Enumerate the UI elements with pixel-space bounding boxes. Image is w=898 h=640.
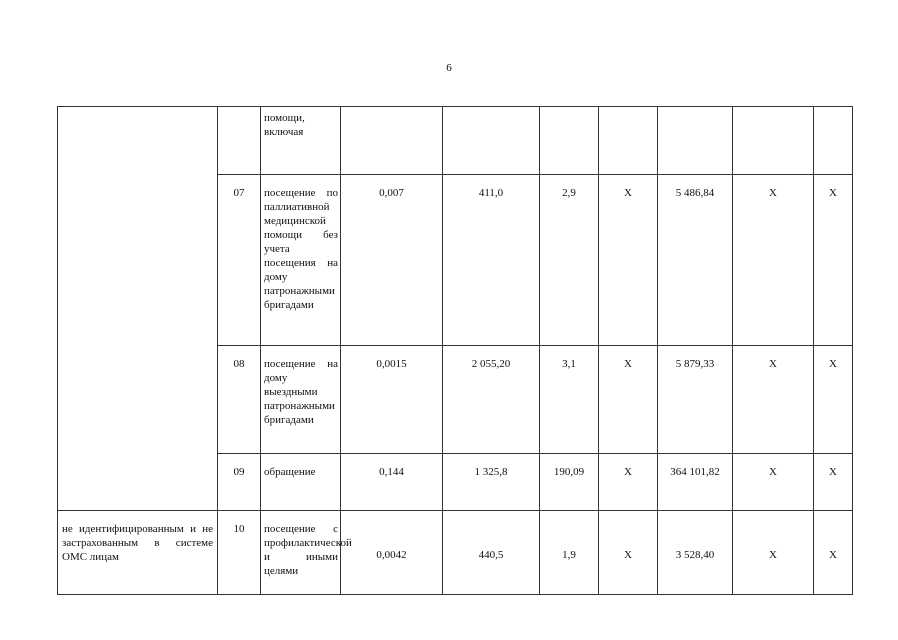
value-cell — [443, 107, 540, 175]
cell-value: 411,0 — [478, 187, 504, 199]
cell-value: X — [829, 466, 837, 478]
cell-value: 190,09 — [553, 466, 585, 478]
cell-value: 1 325,8 — [474, 466, 508, 478]
value-cell — [814, 511, 853, 595]
row-code: 10 — [233, 523, 245, 535]
cell-value: X — [829, 358, 837, 370]
value-cell — [341, 107, 443, 175]
code-cell — [218, 346, 261, 454]
value-cell — [540, 511, 599, 595]
code-cell — [218, 511, 261, 595]
cell-value: X — [769, 187, 777, 199]
description-cell — [261, 175, 341, 346]
cell-value: 440,5 — [478, 549, 504, 561]
description-text: помощи, включая — [264, 112, 305, 138]
value-cell — [733, 107, 814, 175]
table-row — [58, 511, 853, 595]
value-cell — [733, 175, 814, 346]
cell-value: 2 055,20 — [471, 358, 511, 370]
value-cell — [733, 454, 814, 511]
cell-value: X — [624, 358, 632, 370]
cell-value: 0,144 — [379, 466, 404, 478]
value-cell — [341, 175, 443, 346]
value-cell — [341, 511, 443, 595]
value-cell — [599, 346, 658, 454]
value-cell — [540, 454, 599, 511]
value-cell — [599, 511, 658, 595]
cell-value: X — [624, 549, 632, 561]
group-text: не идентифицированным и не застрахованным в системе ОМС лицам — [62, 523, 213, 563]
value-cell — [540, 175, 599, 346]
value-cell — [599, 454, 658, 511]
cell-value: 364 101,82 — [670, 466, 720, 478]
value-cell — [658, 346, 733, 454]
value-cell — [443, 454, 540, 511]
cell-value: 0,0042 — [376, 549, 407, 561]
row-code: 08 — [233, 358, 245, 370]
value-cell — [814, 346, 853, 454]
description-cell — [261, 511, 352, 595]
description-text: посещение на дому выездными патронажными бригадами — [264, 358, 338, 426]
cell-value: 3 528,40 — [675, 549, 715, 561]
description-text: посещение по паллиативной медицинской помощи без учета посещения на дому патронажными бригадами — [264, 187, 338, 311]
cell-value: X — [829, 549, 837, 561]
cell-value: X — [829, 187, 837, 199]
value-cell — [658, 175, 733, 346]
cell-value: X — [624, 187, 632, 199]
cell-value: X — [769, 466, 777, 478]
table-row — [58, 107, 853, 175]
value-cell — [658, 454, 733, 511]
cell-value: 1,9 — [562, 549, 576, 561]
value-cell — [599, 175, 658, 346]
value-cell — [814, 175, 853, 346]
value-cell — [658, 107, 733, 175]
code-cell — [218, 107, 261, 175]
value-cell — [733, 511, 814, 595]
row-code: 09 — [233, 466, 245, 478]
description-text: посещение с профилактической и иными целями — [264, 523, 352, 577]
cell-value: X — [769, 549, 777, 561]
code-cell — [218, 454, 261, 511]
value-cell — [814, 107, 853, 175]
cell-value: X — [624, 466, 632, 478]
value-cell — [443, 175, 540, 346]
value-cell — [443, 511, 540, 595]
cell-value: X — [769, 358, 777, 370]
value-cell — [814, 454, 853, 511]
cell-value: 5 486,84 — [675, 187, 715, 199]
value-cell — [443, 346, 540, 454]
value-cell — [599, 107, 658, 175]
data-table — [57, 106, 853, 595]
cell-value: 0,0015 — [376, 358, 407, 370]
description-cell — [261, 454, 341, 511]
row-code: 07 — [233, 187, 245, 199]
value-cell — [540, 107, 599, 175]
description-text: обращение — [264, 466, 316, 478]
cell-value: 2,9 — [562, 187, 576, 199]
value-cell — [540, 346, 599, 454]
cell-value: 0,007 — [379, 187, 404, 199]
cell-value: 3,1 — [562, 358, 576, 370]
cell-value: 5 879,33 — [675, 358, 715, 370]
page-number: 6 — [446, 62, 452, 74]
description-cell — [261, 107, 341, 175]
code-cell — [218, 175, 261, 346]
value-cell — [341, 346, 443, 454]
value-cell — [341, 454, 443, 511]
value-cell — [658, 511, 733, 595]
value-cell — [733, 346, 814, 454]
group-cell — [58, 107, 218, 511]
description-cell — [261, 346, 341, 454]
group-cell — [58, 511, 218, 595]
